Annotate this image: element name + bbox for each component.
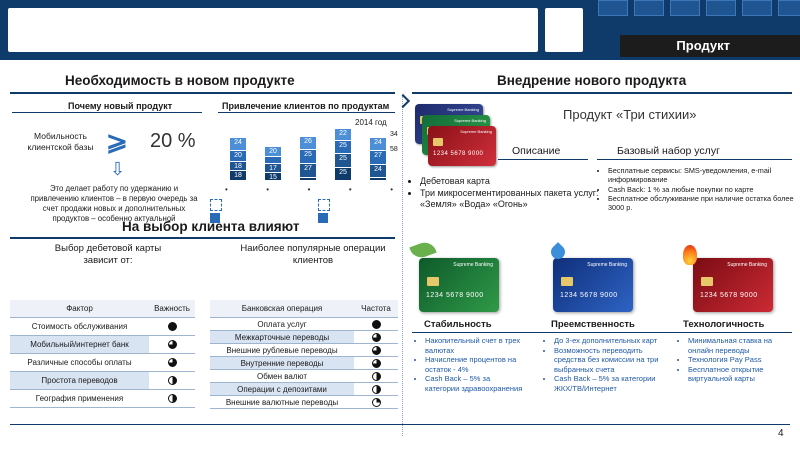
- chart-bar: [335, 128, 351, 180]
- explanation-text: Это делает работу по удержанию и привлечению клиентов – в первую очередь за счет продажи новых и дополнительных продуктов – особенно актуальной: [30, 184, 198, 223]
- op-col-header: Банковская операция: [210, 300, 354, 318]
- footer-rule: [10, 424, 790, 425]
- factor-label: Стоимость обслуживания: [10, 318, 149, 336]
- sub-rule: [498, 159, 588, 160]
- card-stability: Supreme Banking 1234 5678 9000: [419, 258, 499, 312]
- freq-icon: [354, 331, 398, 344]
- banner-tile: [634, 0, 664, 16]
- factor-label: Мобильный/интернет банк: [10, 336, 149, 354]
- chart-bar-segment: 24: [370, 164, 386, 177]
- description-item: «Земля» «Вода» «Огонь»: [420, 199, 528, 209]
- chart-partial-label: 34: [390, 131, 398, 138]
- section-title-influence: На выбор клиента влияют: [122, 219, 300, 234]
- freq-icon: [354, 370, 398, 383]
- debit-title: Выбор дебетовой карты зависит от:: [54, 243, 162, 266]
- description-item: • Три микросегментированных пакета услуг:: [420, 188, 600, 200]
- product-name: Продукт «Три стихии»: [563, 107, 697, 122]
- op-label: Внешние валютные переводы: [210, 396, 354, 409]
- importance-icon: [149, 354, 195, 372]
- card-image-red: Supreme Banking 1234 5678 9000: [428, 126, 496, 166]
- banner-tile: [598, 0, 628, 16]
- table-row: [10, 372, 195, 390]
- chart-bar-segment: 20: [265, 146, 281, 157]
- banner-tile: [742, 0, 772, 16]
- table-row: [10, 336, 195, 354]
- op-label: Внешние рублевые переводы: [210, 344, 354, 357]
- card-image-green: Supreme Banking: [422, 115, 490, 155]
- chart-bar-segment: 25: [335, 167, 351, 180]
- sub-rule: [12, 112, 202, 113]
- chevron-right-icon: [396, 94, 410, 108]
- op-label: Операции с депозитами: [210, 383, 354, 396]
- freq-icon: [354, 344, 398, 357]
- factor-label: География применения: [10, 390, 149, 408]
- freq-icon: [354, 383, 398, 396]
- section-title-need: Необходимость в новом продукте: [65, 73, 295, 88]
- banner-tile: [778, 0, 800, 16]
- page-number: 4: [778, 428, 784, 439]
- freq-icon: [354, 396, 398, 409]
- column-title-continuity: Преемственность: [551, 319, 635, 330]
- continuity-list: [544, 336, 659, 393]
- table-header: [10, 300, 195, 318]
- technology-item: • Бесплатное открытие виртуальной карты: [688, 365, 798, 384]
- greater-than-icon: ⩾: [106, 126, 128, 156]
- table-row: [210, 318, 398, 331]
- column-title-stability: Стабильность: [424, 319, 492, 330]
- chart-bar-segment: 18: [230, 161, 246, 171]
- bullet: •: [348, 185, 352, 194]
- section-rule: [10, 237, 395, 239]
- legend-marker: [318, 213, 328, 223]
- banner-tile: [670, 0, 700, 16]
- operations-table: [210, 300, 398, 409]
- legend-marker: [210, 199, 222, 211]
- freq-icon: [354, 357, 398, 370]
- base-service-item: • Бесплатные сервисы: SMS-уведомления, e-mail информирование: [608, 166, 800, 185]
- section-rule: [10, 92, 395, 94]
- card-continuity: Supreme Banking 1234 5678 9000: [553, 258, 633, 312]
- banner-tile: [706, 0, 736, 16]
- sub-rule: [218, 112, 395, 113]
- importance-icon: [149, 390, 195, 408]
- table-row: [10, 318, 195, 336]
- stability-item: • Cash Back – 5% за категории здравоохранения: [425, 374, 525, 393]
- column-divider: [402, 96, 403, 436]
- chart-bar-segment: 27: [370, 150, 386, 164]
- sub-rule: [597, 159, 792, 160]
- technology-list: [678, 336, 798, 384]
- bullet: •: [225, 185, 228, 194]
- op-label: Обмен валют: [210, 370, 354, 383]
- banner-panel-small: [545, 8, 583, 52]
- legend-marker: [318, 199, 330, 211]
- factor-label: Различные способы оплаты: [10, 354, 149, 372]
- chart-bar-segment: 15: [265, 172, 281, 180]
- table-row: [210, 331, 398, 344]
- why-title: Почему новый продукт: [68, 101, 173, 111]
- chart-bar-segment: 26: [300, 136, 316, 150]
- importance-icon: [149, 372, 195, 390]
- stability-item: • Начисление процентов на остаток - 4%: [425, 355, 525, 374]
- importance-col-header: Важность: [149, 300, 195, 318]
- chart-bar: [230, 137, 246, 180]
- technology-item: • Минимальная ставка на онлайн переводы: [688, 336, 798, 355]
- table-header: [210, 300, 398, 318]
- base-services-list: [598, 166, 800, 212]
- attract-title: Привлечение клиентов по продуктам: [222, 101, 390, 111]
- chart-bar-segment: 25: [300, 149, 316, 162]
- mobility-label: Мобильность клиентской базы: [27, 131, 94, 152]
- mobility-value: 20 %: [150, 130, 196, 152]
- fire-icon: [683, 245, 697, 265]
- chart-bar-segment: 20: [230, 150, 246, 161]
- description-item: • Дебетовая карта: [420, 176, 600, 188]
- card-image-blue: Supreme Banking: [415, 104, 483, 144]
- chart-year: 2014 год: [355, 118, 387, 127]
- table-row: [10, 354, 195, 372]
- chart-bar-segment: 25: [335, 153, 351, 166]
- product-tag: Продукт: [620, 35, 800, 57]
- chart-bar: [300, 136, 316, 180]
- base-service-item: • Бесплатное обслуживание при наличие остатка более 3000 р.: [608, 194, 800, 213]
- chart-bar-segment: [265, 156, 281, 162]
- table-row: [210, 396, 398, 409]
- bullet: •: [266, 185, 270, 194]
- freq-col-header: Частота: [354, 300, 398, 318]
- chart-bar-segment: 18: [230, 170, 246, 180]
- technology-item: • Технология Pay Pass: [688, 355, 798, 365]
- table-row: [210, 383, 398, 396]
- factors-table: [10, 300, 195, 408]
- factor-col-header: Фактор: [10, 300, 149, 318]
- chart-bar-segment: [370, 177, 386, 180]
- bullet: •: [390, 185, 393, 194]
- op-label: Оплата услуг: [210, 318, 354, 331]
- table-row: [210, 357, 398, 370]
- base-services-title: Базовый набор услуг: [617, 145, 720, 157]
- chart-bullets: [225, 185, 393, 194]
- base-service-item: • Cash Back: 1 % за любые покупки по карте: [608, 185, 800, 194]
- card-technology: Supreme Banking 1234 5678 9000: [693, 258, 773, 312]
- down-arrow-icon: ⇩: [110, 159, 126, 179]
- section-rule: [412, 92, 792, 94]
- op-label: Межкарточные переводы: [210, 331, 354, 344]
- chart-bar-segment: 17: [265, 163, 281, 172]
- table-row: [10, 390, 195, 408]
- continuity-item: • Возможность переводить средства без комиссии на три выбранных счета: [554, 346, 659, 375]
- chart-bar: [370, 137, 386, 180]
- continuity-item: • До 3-ех дополнительных карт: [554, 336, 659, 346]
- freq-icon: [354, 318, 398, 331]
- sub-rule: [412, 332, 792, 333]
- chart-bar-segment: 25: [335, 140, 351, 153]
- bullet: •: [307, 185, 311, 194]
- chart-bar: [265, 146, 281, 180]
- chart-bar-segment: 24: [230, 137, 246, 150]
- chart-bar-segment: 24: [370, 137, 386, 150]
- table-row: [210, 370, 398, 383]
- section-title-implementation: Внедрение нового продукта: [497, 73, 687, 88]
- popular-title: Наиболее популярные операции клиентов: [240, 243, 386, 266]
- description-list: [410, 176, 600, 211]
- factor-label: Простота переводов: [10, 372, 149, 390]
- banner-panel: [8, 8, 538, 52]
- attract-bar-chart: [222, 128, 397, 180]
- chart-partial-label: 58: [390, 146, 398, 153]
- stability-list: [415, 336, 525, 393]
- description-title: Описание: [512, 145, 561, 157]
- chart-bar-segment: 22: [335, 128, 351, 140]
- importance-icon: [149, 336, 195, 354]
- table-row: [210, 344, 398, 357]
- importance-icon: [149, 318, 195, 336]
- chart-bar-segment: [300, 177, 316, 180]
- chart-bar-segment: 27: [300, 163, 316, 177]
- continuity-item: • Cash Back – 5% за категории ЖКХ/ТВ/Интернет: [554, 374, 659, 393]
- op-label: Внутренние переводы: [210, 357, 354, 370]
- column-title-technology: Технологичность: [683, 319, 765, 330]
- stability-item: • Накопительный счет в трех валютах: [425, 336, 525, 355]
